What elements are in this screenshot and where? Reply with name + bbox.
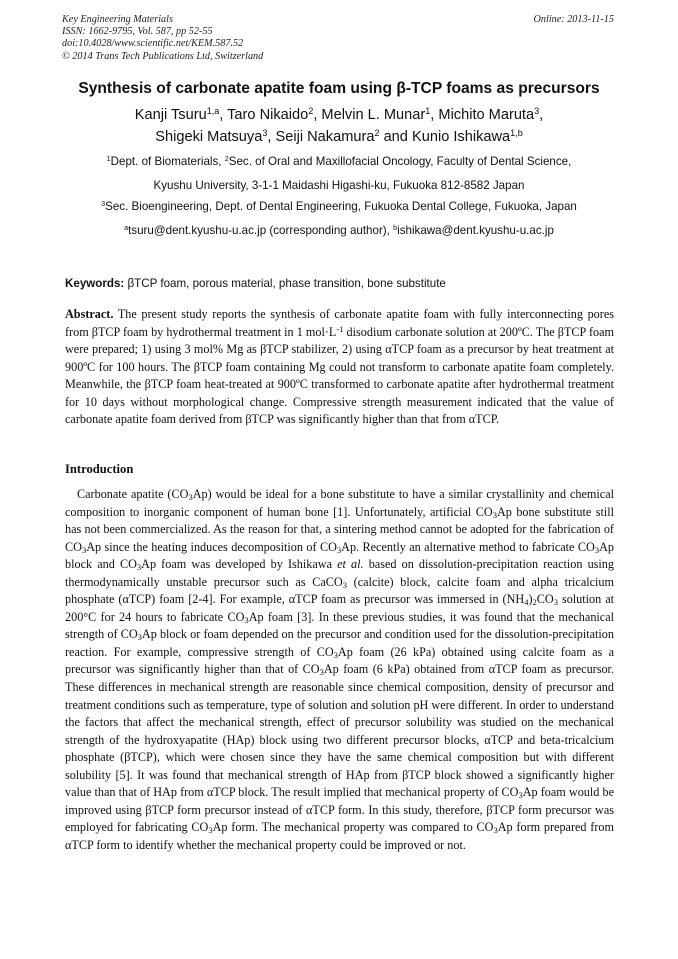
running-header <box>62 14 614 63</box>
email-sup: a <box>124 223 129 233</box>
author-list: Kanji Tsuru$^{1,a}$, Taro Nikaido$^2$, Melvin L. Munar$^1$, Michito Maruta$^3$, Shigeki Matsuya$^3$, Seiji Nakamura$^2$ and Kunio Ishikawa$^{1,b}$ <box>134 106 544 145</box>
intro-sub: 3 <box>336 544 342 555</box>
intro-sub: 3 <box>81 544 87 555</box>
journal-name: Key Engineering Materials <box>62 14 173 25</box>
intro-sub: 3 <box>342 579 347 590</box>
abstract-paragraph <box>65 306 614 429</box>
keywords <box>65 277 617 290</box>
affiliation-line-2: Kyushu University, 3-1-1 Maidashi Higashi-ku, Fukuoka 812-8582 Japan <box>153 179 525 192</box>
issn-line: ISSN: 1662-9795, Vol. 587, pp 52-55 <box>62 26 213 38</box>
abstract-label: Abstract. <box>65 307 114 321</box>
aff-text: Dept. of Biomaterials, <box>110 155 225 168</box>
intro-text: Ap since the heating induces decomposition of CO <box>86 539 337 554</box>
intro-text: Ap form. The mechanical property was compared to CO <box>212 820 494 835</box>
aff-text: Sec. of Oral and Maxillofacial Oncology, Faculty of Dental Science, <box>228 155 572 168</box>
section-heading-introduction: Introduction <box>65 462 134 476</box>
intro-sub: 3 <box>493 825 498 836</box>
author-sup: 1 <box>425 106 431 117</box>
author-name: Taro Nikaido <box>227 107 309 123</box>
intro-text: Ap bone substitute still has not been commercialized. As the reason for that, a sintering method cannot be adopted for the fabrication of CO <box>65 504 615 554</box>
email-text: tsuru@dent.kyushu-u.ac.jp (corresponding author), <box>128 224 394 237</box>
copyright-line: © 2014 Trans Tech Publications Ltd, Switzerland <box>62 50 264 62</box>
intro-text: Ap foam (26 kPa) obtained using calcite foam as a precursor was significantly higher than that of CO <box>65 644 614 677</box>
intro-text: ) <box>528 592 533 607</box>
intro-italic: et al. <box>337 557 364 572</box>
email-text: ishikawa@dent.kyushu-u.ac.jp <box>397 224 554 237</box>
intro-sub: 3 <box>492 509 497 520</box>
intro-sub: 3 <box>518 790 523 801</box>
intro-text: CO <box>536 592 554 607</box>
affiliation-line-1 <box>0 155 678 168</box>
author-sup: 2 <box>308 106 314 117</box>
intro-text: Ap foam would be improved using βTCP form precursor instead of αTCP form. In this study, therefore, βTCP form precursor was employed for fabricating CO <box>65 785 614 835</box>
author-name: Kunio Ishikawa <box>411 129 511 145</box>
intro-text: solution at 200°C for 24 hours to fabricate CO <box>65 592 614 624</box>
aff-sup: 3 <box>101 199 106 209</box>
author-sup: 3 <box>534 106 540 117</box>
intro-sub: 3 <box>594 544 600 555</box>
author-sup: 3 <box>262 128 268 139</box>
intro-text: Carbonate apatite (CO <box>77 487 189 501</box>
intro-text: Ap foam (6 kPa) obtained from αTCP foam as precursor. These differences in mechanical strength are reasonable since chemical composition, density of precursor and treatment conditions such as temperature, type of solution and solution pH were different. In order to understand the factors that affect the mechanical strength, effect of precursor solubility was studied on the mechanical strength of the hydroxyapatite (HAp) block using two different precursor blocks, αTCP and beta-tricalcium phosphate (βTCP), which were chosen since they have the same chemical composition but with different solubility [5]. It was found that mechanical strength of HAp from βTCP block showed a significantly higher value than that of HAp from αTCP block. The result implied that mechanical property of CO <box>65 662 614 800</box>
intro-text: Ap foam [3]. In these previous studies, it was found that the mechanical strength of CO <box>65 609 614 642</box>
keywords-text: βTCP foam, porous material, phase transition, bone substitute <box>124 277 446 290</box>
intro-sub: 3 <box>553 597 558 608</box>
intro-text: Ap block and CO <box>65 539 614 572</box>
author-name: Melvin L. Munar <box>321 107 426 123</box>
email-line <box>0 224 678 237</box>
author-sup: 1,a <box>206 106 220 117</box>
abstract-sup: -1 <box>336 323 344 334</box>
intro-sub: 3 <box>319 667 324 678</box>
author-name: Shigeki Matsuya <box>155 129 263 145</box>
intro-text: Ap block or foam depended on the precursor and condition used for the dissolution-precipitation reaction. For example, compressive strength of CO <box>65 627 614 659</box>
intro-text: Ap. Recently an alternative method to fabricate CO <box>341 539 595 554</box>
affiliation-line-3 <box>0 200 678 213</box>
online-date: Online: 2013-11-15 <box>533 14 614 25</box>
intro-sub: 3 <box>136 562 142 573</box>
author-name: Kanji Tsuru <box>134 107 207 123</box>
aff-sup: 2 <box>224 154 229 164</box>
aff-text: Sec. Bioengineering, Dept. of Dental Engineering, Fukuoka Dental College, Fukuoka, Japan <box>105 200 577 213</box>
author-name: Michito Maruta <box>438 107 535 123</box>
intro-text: (calcite) block, calcite foam and alpha tricalcium phosphate (αTCP) foam [2-4]. For example, αTCP foam as precursor was immersed in (NH <box>65 574 614 607</box>
author-name: Seiji Nakamura <box>275 129 375 145</box>
intro-sub: 3 <box>244 614 249 625</box>
intro-text: Ap form prepared from αTCP form to identify whether the mechanical property could be improved or not. <box>65 820 614 852</box>
intro-text: based on dissolution-precipitation reaction using thermodynamically unstable precursor such as CaCO <box>65 557 614 589</box>
author-connector: and <box>383 129 408 145</box>
intro-sub: 3 <box>188 492 193 503</box>
intro-text: Ap foam was developed by Ishikawa <box>141 557 338 572</box>
abstract-text: disodium carbonate solution at 200ºC. The βTCP foam were prepared; 1) using 3 mol% Mg as βTCP stabilizer, 2) using αTCP foam as a precursor by heat treatment at 900ºC for 100 hours. The βTCP foam containing Mg could not transform to carbonate apatite foam completely. Meanwhile, the βTCP foam heat-treated at 900ºC transformed to carbonate apatite after hydrothermal treatment for 10 days without morphological change. Compressive strength measurement indicated that the value of carbonate apatite foam derived from βTCP was significantly higher than that from αTCP. <box>65 324 614 427</box>
email-sup: b <box>393 223 398 233</box>
author-sup: 2 <box>374 128 380 139</box>
aff-sup: 1 <box>106 154 111 164</box>
doi-line: doi:10.4028/www.scientific.net/KEM.587.52 <box>62 38 244 50</box>
paper-title: Synthesis of carbonate apatite foam using β-TCP foams as precursors <box>78 80 600 97</box>
author-sup: 1,b <box>510 128 523 139</box>
intro-sub: 3 <box>137 632 142 643</box>
intro-sub: 3 <box>208 825 213 836</box>
intro-sub: 2 <box>532 597 537 608</box>
keywords-label: Keywords: <box>65 277 125 290</box>
intro-sub: 3 <box>333 650 338 661</box>
intro-text: Ap) would be ideal for a bone substitute to have a similar crystallinity and chemical composition to inorganic component of human bone [1]. Unfortunately, artificial CO <box>65 487 614 519</box>
intro-sub: 4 <box>524 597 529 608</box>
introduction-paragraph <box>65 486 614 854</box>
abstract-text: The present study reports the synthesis of carbonate apatite foam with fully interconnecting pores from βTCP foam by hydrothermal treatment in 1 mol·L <box>65 307 614 339</box>
